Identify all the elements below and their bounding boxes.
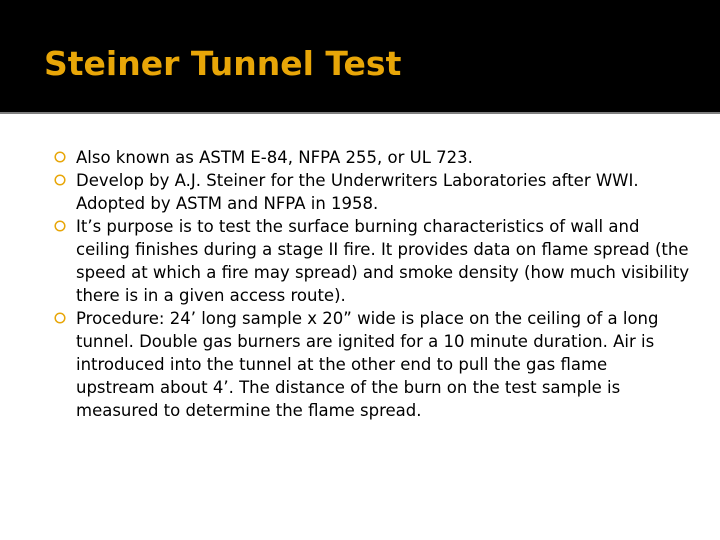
bullet-item [54,169,690,215]
bullet-text: It’s purpose is to test the surface burning characteristics of wall and ceiling finishes during a stage II fire. It provides data on flame spread (the speed at which a fire may spread) and smoke density (how much visibility there is in a given access route). [76,217,690,305]
slide-title: Steiner Tunnel Test [44,44,402,83]
bullet-list [54,146,690,422]
hollow-circle-icon [54,220,66,232]
hollow-circle-icon [54,174,66,186]
bullet-item [54,146,690,169]
bullet-text: Develop by A.J. Steiner for the Underwriters Laboratories after WWI. Adopted by ASTM and NFPA in 1958. [76,171,639,213]
title-bar [0,0,720,112]
hollow-circle-icon [54,312,66,324]
bullet-text: Procedure: 24’ long sample x 20” wide is place on the ceiling of a long tunnel. Double gas burners are ignited for a 10 minute duration. Air is introduced into the tunnel at the other end to pull the gas flame upstream about 4’. The distance of the burn on the test sample is measured to determine the flame spread. [76,309,659,420]
hollow-circle-icon [54,151,66,163]
bullet-item [54,215,690,307]
bullet-text: Also known as ASTM E-84, NFPA 255, or UL 723. [76,148,473,167]
bullet-item [54,307,690,422]
title-divider [0,112,720,114]
